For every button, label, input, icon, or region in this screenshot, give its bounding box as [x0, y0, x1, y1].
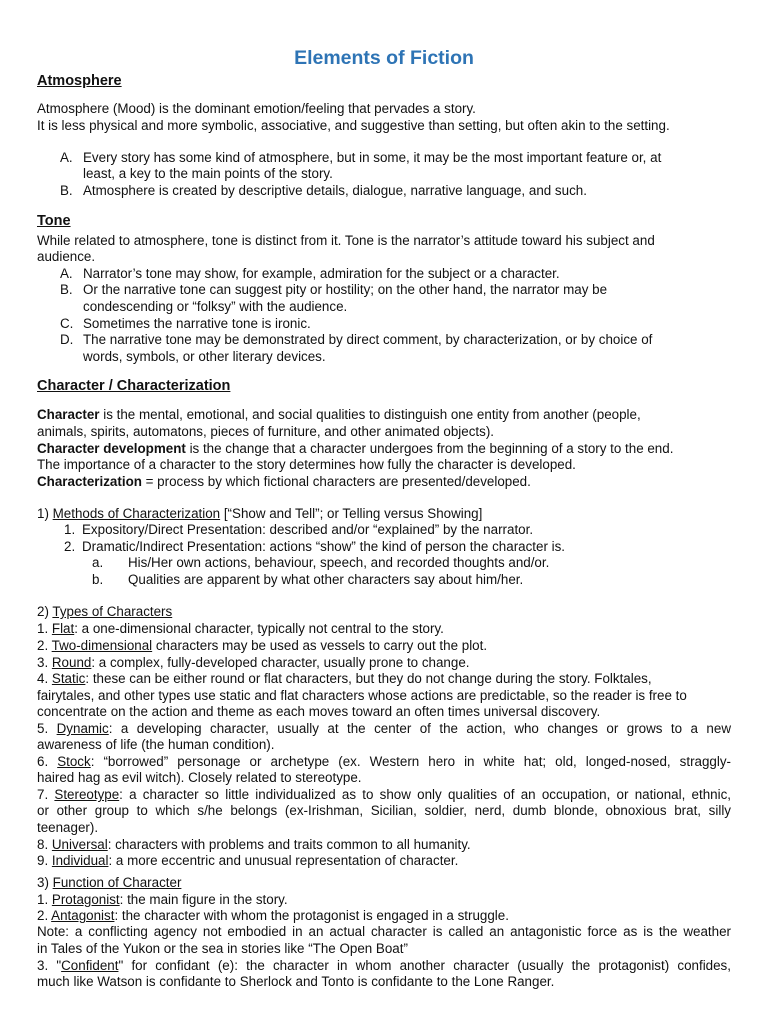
list-marker: 2.	[64, 539, 76, 554]
list-item	[37, 654, 470, 671]
list-marker: 7.	[37, 787, 55, 802]
definition-term: Character development	[37, 441, 186, 456]
list-item-text: least, a key to the main points of the story.	[83, 166, 333, 181]
list-item-text: condescending or “folksy” with the audience.	[83, 299, 348, 314]
list-item-text: Qualities are apparent by what other characters say about him/her.	[128, 572, 524, 587]
list-marker: A.	[60, 150, 73, 165]
methods-heading	[37, 505, 482, 522]
list-item-text: characters may be used as vessels to carry out the plot.	[152, 638, 488, 653]
list-item-text: Narrator’s tone may show, for example, admiration for the subject or a character.	[83, 266, 560, 281]
term: Confident	[61, 958, 119, 973]
definition-line	[37, 440, 673, 457]
list-item-text: : “borrowed” personage or archetype (ex. Western hero in white hat; old, longed-nosed, straggly-	[90, 754, 732, 769]
term: Stock	[57, 754, 91, 769]
list-item	[37, 891, 288, 908]
list-item	[37, 907, 509, 924]
note-line: Note: a conflicting agency not embodied in an actual character is called an antagonistic force as is the weather	[37, 924, 731, 939]
list-marker: 2.	[37, 638, 52, 653]
list-item-text: words, symbols, or other literary devices.	[83, 349, 326, 364]
list-item	[37, 753, 731, 770]
list-item-text: : these can be either round or flat characters, but they do not change during the story. Folktales,	[85, 671, 652, 686]
list-item-text: : a more eccentric and unusual representation of character.	[108, 853, 459, 868]
list-item-text: : a character so little individualized as to show only qualities of an occupation, or national, ethnic,	[119, 787, 731, 802]
list-item-text: Dramatic/Indirect Presentation: actions “show” the kind of person the character is.	[82, 539, 566, 554]
list-marker: 1.	[37, 892, 52, 907]
types-heading	[37, 603, 172, 620]
list-item-text: concentrate on the action and theme as each moves toward an often times universal discovery.	[37, 704, 601, 719]
page-title: Elements of Fiction	[294, 47, 474, 69]
list-item	[37, 852, 458, 869]
section-title: Function of Character	[52, 875, 182, 890]
list-item	[37, 620, 444, 637]
list-item-text: Expository/Direct Presentation: described and/or “explained” by the narrator.	[82, 522, 534, 537]
character-heading: Character / Characterization	[37, 378, 231, 394]
list-item-text: : characters with problems and traits common to all humanity.	[107, 837, 471, 852]
list-item-text: Atmosphere is created by descriptive details, dialogue, narrative language, and such.	[83, 183, 587, 198]
definition-term: Characterization	[37, 474, 142, 489]
definition-term: Character	[37, 407, 100, 422]
list-item-text: Or the narrative tone can suggest pity or hostility; on the other hand, the narrator may be	[83, 282, 608, 297]
list-item	[37, 957, 731, 974]
list-item-text: His/Her own actions, behaviour, speech, and recorded thoughts and/or.	[128, 555, 550, 570]
list-item-text: teenager).	[37, 820, 99, 835]
term: Universal	[51, 837, 108, 852]
list-marker: 1.	[64, 522, 76, 537]
list-item	[37, 720, 731, 737]
list-item-text: " for confidant (e): the character in whom another character (usually the protagonist) confides,	[118, 958, 731, 973]
list-item-text: much like Watson is confidante to Sherlock and Tonto is confidante to the Lone Ranger.	[37, 974, 555, 989]
list-item	[37, 786, 731, 803]
list-item-text: fairytales, and other types use static and flat characters whose actions are predictable, so the reader is free to	[37, 688, 687, 703]
definition-line	[37, 406, 641, 423]
term: Dynamic	[56, 721, 109, 736]
definition-line: animals, spirits, automatons, pieces of furniture, and other animated objects).	[37, 424, 495, 439]
list-marker: B.	[60, 282, 73, 297]
section-number: 3)	[37, 875, 53, 890]
list-marker: A.	[60, 266, 73, 281]
list-marker: 5.	[37, 721, 57, 736]
definition-line	[37, 473, 531, 490]
list-item-text: Every story has some kind of atmosphere, but in some, it may be the most important feature or, at	[83, 150, 662, 165]
list-item	[37, 836, 471, 853]
definition-text: = process by which fictional characters are presented/developed.	[141, 474, 531, 489]
term: Antagonist	[51, 908, 115, 923]
tone-paragraph-line: audience.	[37, 249, 96, 264]
list-marker: D.	[60, 332, 74, 347]
section-number: 1)	[37, 506, 53, 521]
term: Static	[51, 671, 86, 686]
list-marker: B.	[60, 183, 73, 198]
atmosphere-heading: Atmosphere	[37, 73, 122, 89]
list-marker: 3.	[37, 655, 52, 670]
list-item-text: : the character with whom the protagonist is engaged in a struggle.	[114, 908, 509, 923]
list-marker: a.	[92, 555, 104, 570]
atmosphere-paragraph-line: Atmosphere (Mood) is the dominant emotion/feeling that pervades a story.	[37, 101, 476, 116]
list-marker: 6.	[37, 754, 58, 769]
list-marker: C.	[60, 316, 74, 331]
term: Individual	[51, 853, 109, 868]
function-heading	[37, 874, 181, 891]
list-marker: 9.	[37, 853, 52, 868]
list-item	[37, 637, 487, 654]
list-marker: 2.	[37, 908, 52, 923]
section-title: Types of Characters	[52, 604, 173, 619]
section-title: Methods of Characterization	[52, 506, 221, 521]
list-item-text: awareness of life (the human condition).	[37, 737, 275, 752]
definition-text: is the change that a character undergoes from the beginning of a story to the end.	[185, 441, 674, 456]
list-marker: b.	[92, 572, 104, 587]
list-item-text: : the main figure in the story.	[119, 892, 288, 907]
list-item-text: : a one-dimensional character, typically not central to the story.	[74, 621, 444, 636]
list-item-text: : a complex, fully-developed character, usually prone to change.	[91, 655, 470, 670]
list-item-text: haired hag as evil witch). Closely related to stereotype.	[37, 770, 362, 785]
section-number: 2)	[37, 604, 53, 619]
list-marker: 1.	[37, 621, 52, 636]
term: Two-dimensional	[51, 638, 153, 653]
list-item	[37, 670, 652, 687]
tone-paragraph-line: While related to atmosphere, tone is distinct from it. Tone is the narrator’s attitude toward his subject and	[37, 233, 655, 248]
note-line: in Tales of the Yukon or the sea in stories like “The Open Boat”	[37, 941, 408, 956]
definition-text: is the mental, emotional, and social qualities to distinguish one entity from another (people,	[99, 407, 641, 422]
term: Protagonist	[51, 892, 120, 907]
list-marker: 4.	[37, 671, 52, 686]
atmosphere-paragraph-line: It is less physical and more symbolic, associative, and suggestive than setting, but often akin to the setting.	[37, 118, 670, 133]
section-subtitle: [“Show and Tell”; or Telling versus Showing]	[220, 506, 483, 521]
list-marker: 3. "	[37, 958, 62, 973]
tone-heading: Tone	[37, 213, 71, 229]
list-item-text: Sometimes the narrative tone is ironic.	[83, 316, 311, 331]
list-item-text: The narrative tone may be demonstrated by direct comment, by characterization, or by choice of	[83, 332, 653, 347]
definition-line: The importance of a character to the story determines how fully the character is developed.	[37, 457, 576, 472]
list-marker: 8.	[37, 837, 52, 852]
list-item-text: : a developing character, usually at the center of the action, who changes or grows to a new	[108, 721, 732, 736]
term: Round	[51, 655, 92, 670]
term: Stereotype	[54, 787, 120, 802]
list-item-text: or other group to which s/he belongs (ex-Irishman, Sicilian, soldier, nerd, dumb blonde, obnoxious brat, silly	[37, 803, 731, 818]
term: Flat	[51, 621, 75, 636]
